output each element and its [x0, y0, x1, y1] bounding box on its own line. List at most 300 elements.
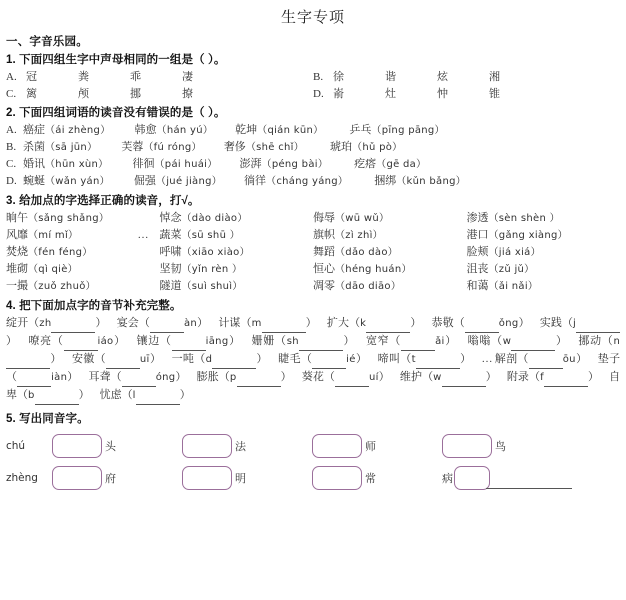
answer-blank[interactable]	[106, 351, 140, 369]
fill-blank-item[interactable]	[171, 353, 268, 365]
paren-open: （	[389, 335, 402, 347]
vocab-pinyin: （jué jiàng）	[155, 176, 223, 187]
answer-blank[interactable]	[366, 315, 410, 333]
paren-close: ）	[78, 389, 90, 401]
choice-pinyin: （xiāo xiào）	[181, 247, 250, 258]
choice-word: 恒心	[313, 263, 335, 275]
vocab-pinyin: （qián kūn）	[257, 125, 324, 136]
question-3-row	[6, 261, 620, 278]
vocab-word: 杀菌	[23, 141, 45, 153]
option-c-char-2: 颅	[78, 88, 89, 100]
fill-blank-word: 姗姗	[250, 335, 275, 347]
paren-close: ）	[280, 371, 292, 383]
answer-blank[interactable]	[442, 369, 486, 387]
cell-suffix-char: 府	[105, 473, 116, 485]
fill-blank-word: 宴会	[116, 317, 139, 329]
vocab-item	[330, 141, 402, 153]
question-1-options-row-2	[6, 86, 620, 102]
fill-blank-word: 安徽	[71, 353, 95, 365]
paren-close: ）	[555, 335, 568, 347]
fill-blank-word: 恭敬	[431, 317, 454, 329]
homophone-cell	[442, 434, 572, 458]
paren-close: ）	[444, 335, 457, 347]
fill-blank-item[interactable]	[197, 371, 292, 383]
choice-item[interactable]	[313, 244, 467, 261]
section-heading-one: 一、字音乐园。	[6, 36, 88, 48]
vocab-word: 乾坤	[235, 124, 258, 136]
spacer	[97, 139, 121, 156]
choice-item[interactable]	[6, 244, 160, 261]
vocab-word: 徘徊	[132, 158, 155, 170]
spacer	[317, 315, 327, 332]
paren-open: （	[529, 371, 541, 383]
choice-word: 隧道	[159, 280, 182, 292]
paren-open: （	[110, 371, 122, 383]
paren-open: （	[323, 371, 335, 383]
cell-suffix-char: 明	[235, 473, 246, 485]
pinyin-prefix: zh	[39, 318, 52, 329]
paren-close: ）	[342, 335, 356, 347]
choice-item[interactable]	[160, 244, 314, 261]
vocab-word: 乒乓	[349, 124, 372, 136]
pinyin-prefix: b	[28, 390, 35, 401]
option-d-char-3: 忡	[437, 88, 448, 100]
answer-blank[interactable]	[416, 351, 460, 369]
choice-pinyin: （zì zhì）	[335, 230, 383, 241]
answer-blank[interactable]	[335, 369, 369, 387]
spacer	[109, 156, 133, 173]
answer-blank[interactable]	[35, 387, 79, 405]
question-3-rows	[6, 210, 620, 295]
fill-blank-word: 绽开	[6, 317, 29, 329]
fill-blank-item[interactable]	[302, 371, 390, 383]
choice-word: 港口	[466, 229, 489, 241]
fill-blank-word: 挪动	[577, 335, 602, 347]
vocab-word: 徜徉	[244, 175, 267, 187]
vocab-pinyin: （gē da）	[376, 159, 427, 170]
vocab-pinyin: （pái huái）	[154, 159, 218, 170]
fill-blank-item[interactable]	[136, 335, 241, 347]
spacer	[222, 173, 244, 190]
fill-blank-word: 附录	[506, 371, 529, 383]
fill-blank-item[interactable]	[28, 335, 126, 347]
answer-blank[interactable]	[529, 351, 563, 369]
paren-open: （	[6, 371, 18, 383]
spacer	[587, 351, 597, 368]
question-2-line	[6, 139, 620, 156]
homophone-cell	[52, 434, 182, 458]
fill-blank-word: 嗡嗡	[466, 335, 492, 347]
paren-open: （	[601, 335, 614, 347]
choice-item[interactable]	[160, 261, 314, 278]
syllable-label: chú	[6, 440, 26, 452]
answer-blank[interactable]	[51, 315, 95, 333]
choice-pinyin: （sèn shèn ）	[488, 213, 560, 224]
vocab-item	[244, 175, 348, 187]
question-3-heading: 3. 给加点的字选择正确的读音，打√。	[6, 195, 200, 207]
paren-open: （	[561, 317, 574, 329]
answer-blank[interactable]	[465, 315, 499, 333]
paren-close: ）	[575, 353, 588, 365]
spacer	[348, 173, 374, 190]
vocab-word: 倔强	[133, 175, 156, 187]
answer-box[interactable]	[442, 434, 492, 458]
homophone-row	[6, 466, 620, 490]
question-5-heading: 5. 写出同音字。	[6, 413, 89, 425]
choice-item[interactable]	[160, 278, 314, 295]
homophone-cell	[182, 466, 312, 490]
pinyin-prefix: w	[433, 372, 442, 383]
answer-blank[interactable]	[212, 351, 256, 369]
choice-word: 堆砌	[6, 263, 28, 275]
choice-item[interactable]	[6, 278, 160, 295]
paren-close: ）	[518, 317, 530, 329]
choice-item[interactable]	[6, 227, 160, 244]
paren-open: （	[17, 389, 28, 401]
paren-close: ）	[179, 389, 191, 401]
paren-close: ）	[587, 371, 600, 383]
fill-blank-word: 扩大	[326, 317, 350, 329]
fill-blank-item[interactable]	[6, 317, 107, 329]
vocab-item	[23, 175, 110, 187]
paren-open: （	[517, 353, 529, 365]
vocab-item	[134, 175, 222, 187]
spacer	[218, 156, 240, 173]
answer-blank[interactable]	[262, 315, 306, 333]
pinyin-suffix: uí	[368, 372, 379, 383]
fill-blank-word: 维护	[399, 371, 423, 383]
question-1-heading: 1. 下面四组生字中声母相同的一组是（ ）。	[6, 54, 226, 66]
spacer	[202, 139, 224, 156]
spacer	[323, 122, 349, 139]
choice-item[interactable]	[313, 227, 467, 244]
fill-blank-item[interactable]	[88, 371, 186, 383]
pinyin-suffix: ié	[346, 354, 356, 365]
choice-item[interactable]	[467, 261, 621, 278]
answer-box[interactable]	[312, 466, 362, 490]
paren-open: （	[94, 353, 106, 365]
question-3-row	[6, 244, 620, 261]
paren-close: ）	[355, 353, 368, 365]
option-d[interactable]	[313, 86, 620, 102]
worksheet-page	[0, 6, 626, 600]
choice-pinyin: （zǔ jǔ）	[488, 264, 535, 275]
fill-blank-word: 镶边	[135, 335, 160, 347]
question-4-items	[6, 315, 620, 405]
vocab-item	[235, 124, 323, 136]
choice-item[interactable]	[313, 278, 467, 295]
answer-blank[interactable]	[237, 369, 281, 387]
pinyin-prefix: f	[540, 372, 544, 383]
cell-suffix-char: 鸟	[495, 441, 506, 453]
choice-item[interactable]	[313, 210, 467, 227]
option-b-char-1: 徐	[333, 71, 344, 83]
option-c-char-3: 挪	[130, 88, 141, 100]
choice-item[interactable]	[313, 261, 467, 278]
vocab-item	[23, 124, 111, 136]
fill-blank-word: 自卑	[6, 371, 621, 401]
option-d-char-4: 锥	[489, 88, 500, 100]
vocab-word: 捆绑	[374, 175, 397, 187]
choice-word: 脸颊	[466, 246, 489, 258]
pinyin-suffix: ǒng	[498, 318, 519, 329]
choice-item[interactable]	[467, 278, 621, 295]
fill-blank-item[interactable]	[72, 353, 162, 365]
option-b-tag: B.	[313, 71, 324, 83]
option-b-char-3: 炫	[437, 71, 448, 83]
spacer	[421, 315, 431, 332]
spacer	[471, 351, 481, 368]
vocab-item	[349, 124, 444, 136]
vocab-pinyin: （shē chǐ）	[245, 142, 305, 153]
choice-pinyin: （dào diào）	[181, 213, 248, 224]
spacer	[497, 369, 507, 386]
homophone-cell	[312, 434, 442, 458]
spacer	[107, 315, 117, 332]
question-5-rows	[6, 434, 620, 490]
paren-open: （	[240, 317, 252, 329]
paren-open: （	[491, 335, 503, 347]
paren-open: （	[453, 317, 465, 329]
paren-close: ）	[6, 335, 18, 347]
answer-blank[interactable]	[511, 333, 555, 351]
answer-blank[interactable]	[122, 369, 156, 387]
answer-blank[interactable]	[6, 351, 50, 369]
spacer	[568, 333, 578, 350]
choice-word: 坚韧	[159, 263, 182, 275]
answer-blank[interactable]	[172, 333, 206, 351]
option-b[interactable]	[313, 69, 620, 85]
fill-blank-item[interactable]	[377, 353, 471, 365]
homophone-cell	[312, 466, 442, 490]
vocab-pinyin: （hán yú）	[156, 125, 214, 136]
question-2-line-tag: B.	[6, 141, 17, 153]
vocab-pinyin: （hūn xùn）	[45, 159, 109, 170]
spacer	[355, 333, 365, 350]
spacer	[304, 139, 330, 156]
vocab-pinyin: （cháng yáng）	[266, 176, 349, 187]
option-a[interactable]	[6, 69, 313, 85]
paren-open: （	[121, 389, 133, 401]
answer-blank[interactable]	[299, 333, 343, 351]
spacer	[241, 333, 251, 350]
fill-blank-word: 膨胀	[196, 371, 219, 383]
pinyin-suffix: iàn	[51, 372, 68, 383]
vocab-item	[23, 141, 97, 153]
ellipsis-mark: …	[481, 353, 495, 365]
option-a-chars	[26, 69, 313, 85]
option-d-chars	[333, 86, 620, 102]
answer-blank[interactable]	[150, 315, 184, 333]
option-c[interactable]	[6, 86, 313, 102]
spacer	[268, 351, 278, 368]
paren-close: ）	[197, 317, 209, 329]
fill-blank-word: 忧虑	[99, 389, 122, 401]
answer-box[interactable]	[52, 466, 102, 490]
pinyin-suffix: iāng	[205, 336, 229, 347]
paren-close: ）	[256, 353, 268, 365]
fill-blank-item[interactable]	[400, 371, 497, 383]
fill-blank-word: 实践	[539, 317, 562, 329]
vocab-pinyin: （ái zhèng）	[45, 125, 111, 136]
paren-close: ）	[305, 317, 317, 329]
answer-blank[interactable]	[17, 369, 51, 387]
paren-open: （	[194, 353, 206, 365]
answer-box[interactable]	[182, 466, 232, 490]
answer-box[interactable]	[312, 434, 362, 458]
fill-blank-item[interactable]	[507, 371, 599, 383]
choice-pinyin: （suì shuì）	[181, 281, 243, 292]
vocab-pinyin: （pīng pāng）	[371, 125, 445, 136]
question-1-options-row-1	[6, 69, 620, 85]
answer-box[interactable]	[454, 466, 490, 490]
option-a-tag: A.	[6, 71, 17, 83]
choice-item[interactable]	[137, 227, 314, 244]
vocab-pinyin: （fú róng）	[143, 142, 202, 153]
fill-blank-item[interactable]	[431, 317, 529, 329]
spacer	[390, 369, 400, 386]
answer-box[interactable]	[182, 434, 232, 458]
paren-close: ）	[410, 317, 422, 329]
paren-open: （	[274, 335, 287, 347]
option-a-char-3: 乖	[130, 71, 141, 83]
choice-word: 舞蹈	[313, 246, 335, 258]
syllable-label: zhèng	[6, 472, 38, 484]
answer-blank[interactable]	[401, 333, 435, 351]
fill-blank-item[interactable]	[278, 353, 367, 365]
option-c-chars	[26, 86, 313, 102]
answer-blank[interactable]	[136, 387, 180, 405]
paren-open: （	[400, 353, 412, 365]
choice-pinyin: （yǐn rèn ）	[181, 264, 243, 275]
fill-blank-item[interactable]	[100, 389, 191, 401]
choice-word: 焚烧	[6, 246, 28, 258]
cell-suffix-char: 头	[105, 441, 116, 453]
option-c-tag: C.	[6, 88, 17, 100]
answer-blank[interactable]	[544, 369, 588, 387]
choice-pinyin: （mí mǐ）	[28, 230, 79, 241]
question-4-heading: 4. 把下面加点字的音节补充完整。	[6, 300, 182, 312]
pinyin-suffix: àn	[183, 318, 198, 329]
spacer	[187, 369, 197, 386]
choice-item[interactable]	[6, 261, 160, 278]
fill-blank-item[interactable]	[251, 335, 355, 347]
vocab-pinyin: （sā jūn）	[45, 142, 98, 153]
choice-item[interactable]	[160, 210, 314, 227]
spacer	[111, 122, 135, 139]
pinyin-prefix: p	[229, 372, 237, 383]
answer-blank[interactable]	[312, 351, 346, 369]
fill-blank-item[interactable]	[117, 317, 209, 329]
vocab-item	[121, 141, 201, 153]
fill-blank-item[interactable]	[494, 353, 587, 365]
paren-close: ）	[95, 317, 107, 329]
fill-blank-word: 解剖	[494, 353, 518, 365]
choice-pinyin: （jiá xiá）	[488, 247, 541, 258]
answer-box[interactable]	[52, 434, 102, 458]
paren-open: （	[28, 317, 40, 329]
cell-prefix-char: 病	[442, 473, 453, 485]
page-title: 生字专项	[280, 9, 345, 26]
question-3-row	[6, 210, 620, 227]
pinyin-prefix: j	[573, 318, 577, 329]
vocab-item	[374, 175, 466, 187]
answer-blank[interactable]	[576, 315, 620, 333]
spacer	[292, 369, 302, 386]
choice-word: 渗透	[466, 212, 489, 224]
vocab-word: 癌症	[23, 124, 45, 136]
pinyin-suffix: uī	[139, 354, 150, 365]
pinyin-prefix: k	[360, 318, 367, 329]
cell-suffix-char: 法	[235, 441, 246, 453]
paren-open: （	[300, 353, 313, 365]
ellipsis-mark: …	[137, 229, 151, 241]
choice-pinyin: （zuǒ zhuǒ）	[28, 281, 96, 292]
fill-blank-item[interactable]	[467, 335, 568, 347]
option-a-char-4: 凄	[182, 71, 193, 83]
spacer	[213, 122, 235, 139]
question-2-lines	[6, 122, 620, 190]
choice-item[interactable]	[467, 227, 621, 244]
vocab-item	[224, 141, 304, 153]
pinyin-suffix: ōu	[562, 354, 576, 365]
trailing-rule	[486, 487, 572, 489]
question-3-row	[6, 227, 620, 244]
paren-open: （	[349, 317, 361, 329]
vocab-item	[135, 124, 214, 136]
choice-pinyin: （héng huán）	[335, 264, 412, 275]
choice-item[interactable]	[6, 210, 160, 227]
fill-blank-item[interactable]	[218, 317, 317, 329]
option-a-char-2: 粪	[78, 71, 89, 83]
choice-item[interactable]	[467, 244, 621, 261]
fill-blank-item[interactable]	[365, 335, 457, 347]
vocab-pinyin: （péng bài）	[261, 159, 329, 170]
question-2-line-tag: D.	[6, 175, 17, 187]
pinyin-prefix: l	[132, 390, 136, 401]
spacer	[161, 351, 171, 368]
cell-suffix-char: 常	[365, 473, 376, 485]
paren-close: ）	[149, 353, 162, 365]
choice-pinyin: （sǎng shǎng）	[28, 213, 110, 224]
pinyin-prefix: n	[613, 336, 621, 347]
vocab-word: 芙蓉	[121, 141, 144, 153]
vocab-word: 疙瘩	[354, 158, 377, 170]
pinyin-prefix: sh	[286, 336, 299, 347]
paren-open: （	[51, 335, 64, 347]
choice-word: 蔬菜	[159, 229, 182, 241]
option-b-chars	[333, 69, 620, 85]
fill-blank-word: 一吨	[171, 353, 195, 365]
option-b-char-4: 湘	[489, 71, 500, 83]
answer-blank[interactable]	[64, 333, 98, 351]
vocab-item	[23, 158, 109, 170]
vocab-item	[240, 158, 329, 170]
pinyin-suffix: óng	[155, 372, 176, 383]
spacer	[367, 351, 377, 368]
choice-pinyin: （dǎo dào）	[335, 247, 399, 258]
choice-word: 和蔼	[466, 280, 489, 292]
vocab-word: 琥珀	[330, 141, 353, 153]
paren-close: ）	[67, 371, 79, 383]
spacer	[457, 333, 467, 350]
choice-item[interactable]	[467, 210, 621, 227]
fill-blank-item[interactable]	[327, 317, 422, 329]
question-2-line-tag: A.	[6, 124, 17, 136]
choice-word: 悼念	[159, 212, 182, 224]
paren-open: （	[138, 317, 150, 329]
pinyin-prefix: m	[251, 318, 262, 329]
